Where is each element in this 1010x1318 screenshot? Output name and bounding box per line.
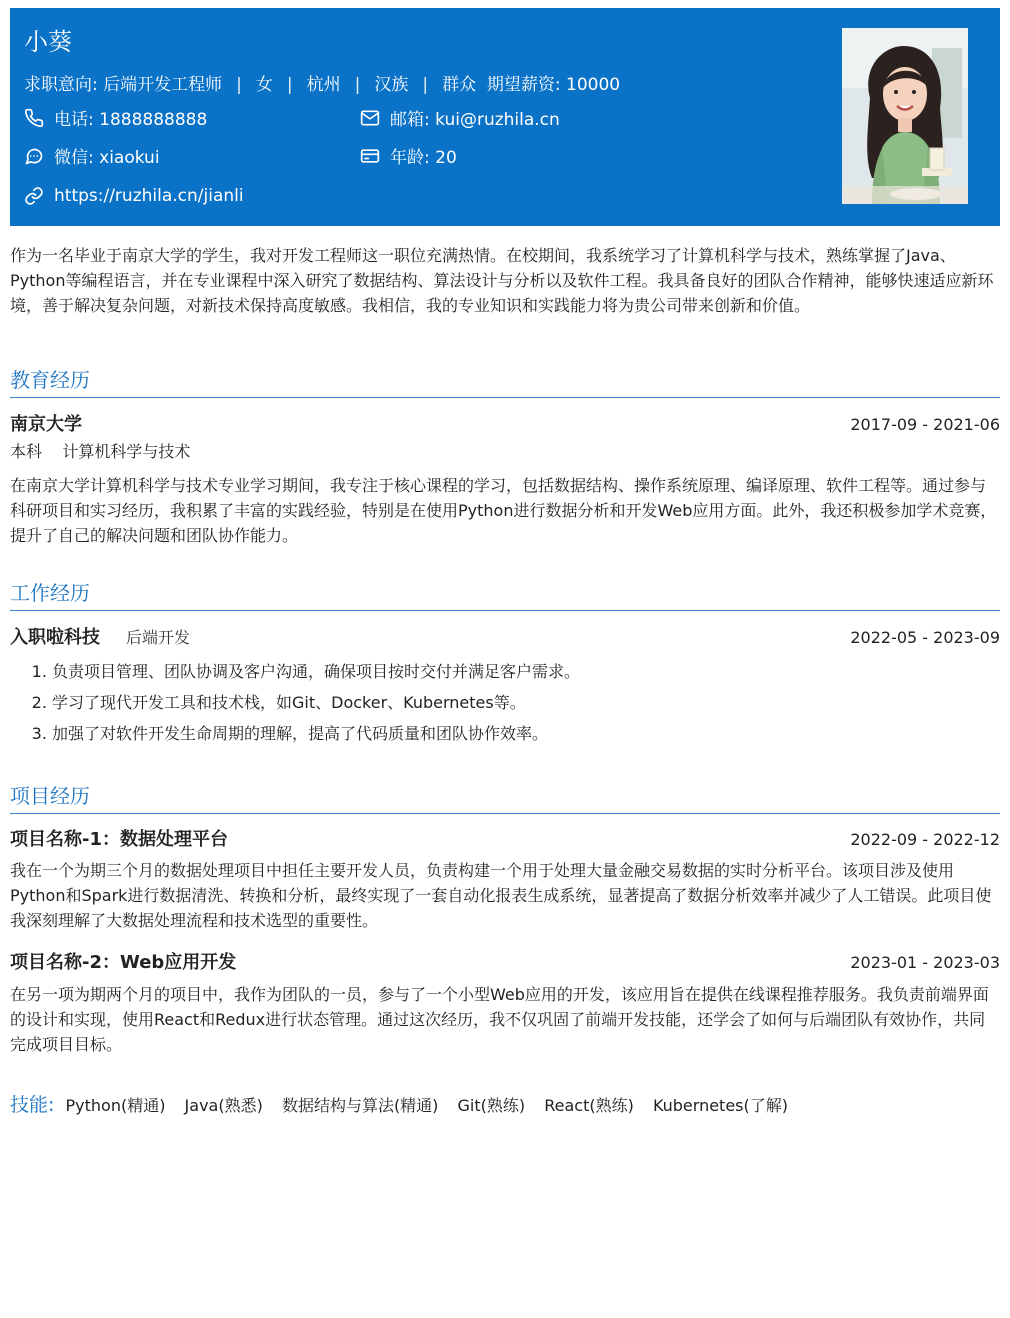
work-duties-list xyxy=(10,656,1010,749)
divider: | xyxy=(286,75,293,95)
website-contact xyxy=(24,186,244,206)
profile-photo xyxy=(842,28,968,204)
ethnicity: 汉族 xyxy=(374,75,409,95)
company-name: 入职啦科技 xyxy=(10,627,100,648)
work-company-group xyxy=(10,623,190,649)
education-date: 2017-09 - 2021-06 xyxy=(850,415,1000,434)
email-text[interactable]: 邮箱: kui@ruzhila.cn xyxy=(390,110,560,130)
gender: 女 xyxy=(255,75,273,95)
skill-tag: Git(熟练) xyxy=(457,1096,526,1115)
divider: | xyxy=(354,75,361,95)
avatar-illustration xyxy=(842,28,968,204)
expected-salary: 期望薪资: 10000 xyxy=(486,75,621,95)
phone-text: 电话: 1888888888 xyxy=(54,110,208,130)
job-role: 后端开发 xyxy=(126,628,191,647)
work-section-title: 工作经历 xyxy=(10,580,1000,611)
self-summary: 作为一名毕业于南京大学的学生，我对开发工程师这一职位充满热情。在校期间，我系统学习了计算机科学与技术，熟练掌握了Java、Python等编程语言，并在专业课程中深入研究了数据结构、算法设计与分析以及软件工程。我具备良好的团队合作精神，能够快速适应新环境，善于解决复杂问题，对新技术保持高度敏感。我相信，我的专业知识和实践能力将为贵公司带来创新和价值。 xyxy=(10,246,994,315)
major: 计算机科学与技术 xyxy=(62,442,191,461)
work-entry-header xyxy=(10,623,1000,647)
project-entry-header xyxy=(10,948,1000,972)
skill-tag: Java(熟悉) xyxy=(184,1096,263,1115)
project-name: 项目名称-2：Web应用开发 xyxy=(10,952,237,973)
education-entry-header xyxy=(10,410,1000,434)
school-name: 南京大学 xyxy=(10,414,82,435)
project-name: 项目名称-1：数据处理平台 xyxy=(10,829,228,850)
degree-line xyxy=(10,439,1000,464)
project-description: 我在一个为期三个月的数据处理项目中担任主要开发人员，负责构建一个用于处理大量金融交易数据的实时分析平台。该项目涉及使用Python和Spark进行数据清洗、转换和分析，最终实现了一套自动化报表生成系统，显著提高了数据分析效率并减少了人工错误。此项目使我深刻理解了大数据处理流程和技术选型的重要性。 xyxy=(10,861,992,930)
list-item: 3. 加强了对软件开发生命周期的理解，提高了代码质量和团队协作效率。 xyxy=(52,718,1010,749)
candidate-name: 小葵 xyxy=(24,28,72,56)
wechat-text: 微信: xiaokui xyxy=(54,148,160,168)
link-icon xyxy=(24,186,44,206)
list-item: 1. 负责项目管理、团队协调及客户沟通，确保项目按时交付并满足客户需求。 xyxy=(52,656,1010,687)
intent-row xyxy=(24,70,620,95)
phone-icon xyxy=(24,108,44,128)
website-link[interactable]: https://ruzhila.cn/jianli xyxy=(54,186,244,206)
education-section-title: 教育经历 xyxy=(10,367,1000,398)
skill-tag: Python(精通) xyxy=(65,1096,166,1115)
list-item: 2. 学习了现代开发工具和技术栈，如Git、Docker、Kubernetes等。 xyxy=(52,687,1010,718)
skills-row xyxy=(10,1090,1000,1117)
degree: 本科 xyxy=(10,442,43,461)
resume-header xyxy=(10,8,1000,226)
wechat-contact xyxy=(24,143,160,168)
age-text: 年龄: 20 xyxy=(390,148,457,168)
work-date: 2022-05 - 2023-09 xyxy=(850,628,1000,647)
education-description: 在南京大学计算机科学与技术专业学习期间，我专注于核心课程的学习，包括数据结构、操作系统原理、编译原理、软件工程等。通过参与科研项目和实习经历，我积累了丰富的实践经验，特别是在使用Python进行数据分析和开发Web应用方面。此外，我还积极参加学术竞赛，提升了自己的解决问题和团队协作能力。 xyxy=(10,476,997,545)
age-info xyxy=(360,143,457,168)
city: 杭州 xyxy=(306,75,341,95)
skill-tag: 数据结构与算法(精通) xyxy=(281,1096,439,1115)
divider: | xyxy=(422,75,429,95)
political-status: 群众 xyxy=(442,75,477,95)
project-description: 在另一项为期两个月的项目中，我作为团队的一员，参与了一个小型Web应用的开发，该应用旨在提供在线课程推荐服务。我负责前端界面的设计和实现，使用React和Redux进行状态管理。通过这次经历，我不仅巩固了前端开发技能，还学会了如何与后端团队有效协作，共同完成项目目标。 xyxy=(10,985,989,1054)
skill-tag: Kubernetes(了解) xyxy=(652,1096,788,1115)
mail-icon xyxy=(360,108,380,128)
chat-icon xyxy=(24,146,44,166)
skills-label: 技能: xyxy=(10,1094,55,1116)
project-section-title: 项目经历 xyxy=(10,783,1000,814)
project-date: 2023-01 - 2023-03 xyxy=(850,953,1000,972)
job-intent: 求职意向: 后端开发工程师 xyxy=(24,75,223,95)
skill-tag: React(熟练) xyxy=(544,1096,634,1115)
project-entry-header xyxy=(10,825,1000,849)
project-date: 2022-09 - 2022-12 xyxy=(850,830,1000,849)
phone-contact xyxy=(24,105,207,130)
email-contact xyxy=(360,105,560,130)
divider: | xyxy=(236,75,242,95)
id-card-icon xyxy=(360,146,380,166)
